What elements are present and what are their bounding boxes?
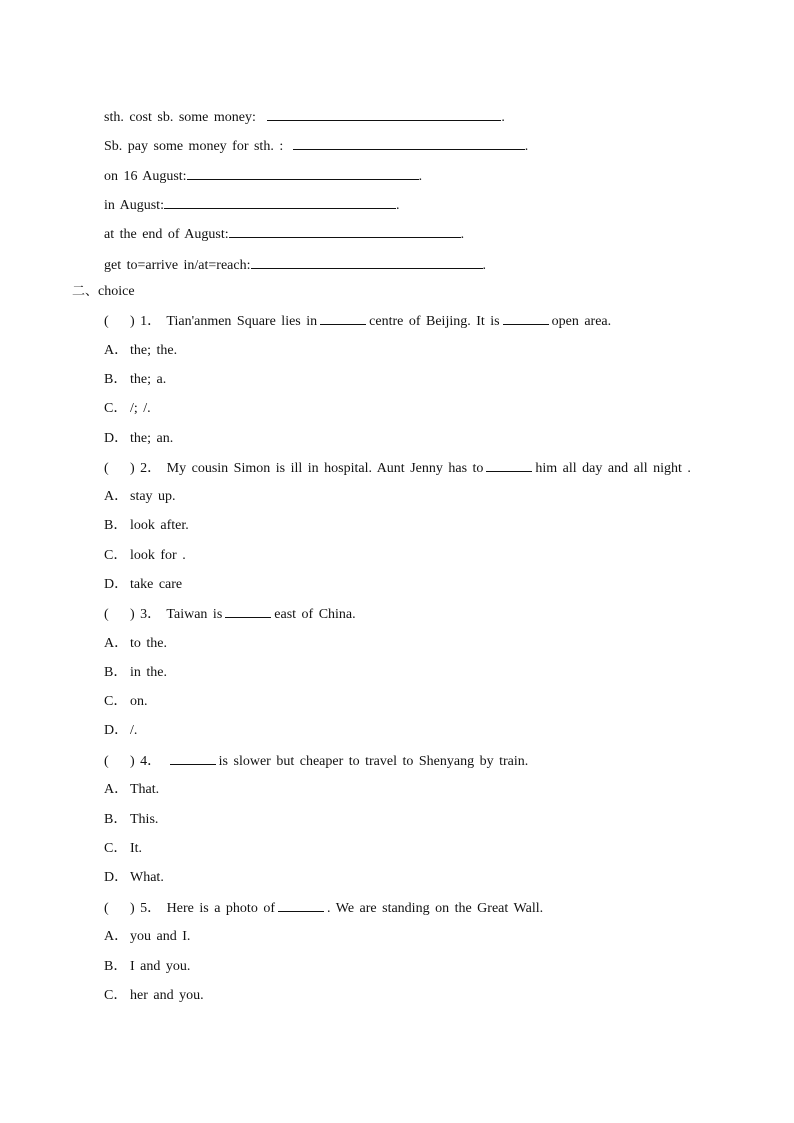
option-line [104,985,204,1007]
question-text: . We are standing on the Great Wall. [326,901,544,916]
phrase-end: . [482,258,487,273]
phrase-text: sth. cost sb. some money: [104,110,256,125]
answer-blank [486,457,532,472]
question-text: him all day and all night . [535,461,691,476]
option-letter: C． [104,401,128,416]
option-line [104,340,177,362]
answer-paren: ( [104,461,109,476]
question-text: Taiwan is [166,607,223,622]
phrase-end: . [395,198,400,213]
option-line [104,428,173,450]
answer-paren: ( [104,754,109,769]
phrase-text: in August: [104,198,164,213]
option-text: stay up. [130,489,176,504]
phrase-line [104,135,528,157]
phrase-text: get to=arrive in/at=reach: [104,258,251,273]
answer-paren: ( [104,607,109,622]
option-text: look for . [130,548,186,563]
phrase-text: at the end of August: [104,227,229,242]
option-letter: A． [104,782,129,797]
option-line [104,809,158,831]
question-text: My cousin Simon is ill in hospital. Aunt Jenny has to [166,461,484,476]
option-text: /; /. [130,401,151,416]
option-letter: D． [104,723,129,738]
question-stem [104,750,528,772]
option-letter: C． [104,694,128,709]
question-stem [104,310,611,332]
option-letter: A． [104,929,129,944]
phrase-end: . [524,139,529,154]
option-letter: A． [104,489,129,504]
option-letter: D． [104,431,129,446]
question-text: east of China. [274,607,356,622]
question-number: ) 5． [130,901,162,916]
option-letter: B． [104,665,128,680]
option-letter: C． [104,988,128,1003]
option-line [104,574,182,596]
question-stem [104,457,691,479]
phrase-text: on 16 August: [104,169,187,184]
answer-paren: ( [104,314,109,329]
option-text: you and I. [130,929,191,944]
phrase-line [104,194,399,216]
question-number: ) 3． [130,607,162,622]
option-letter: A． [104,343,129,358]
phrase-line [104,106,505,128]
option-line [104,369,166,391]
option-letter: C． [104,548,128,563]
answer-blank [225,603,271,618]
section-number: 二、 [72,284,99,299]
answer-blank [251,254,483,269]
section-heading [72,281,135,303]
option-line [104,926,190,948]
option-line [104,720,137,742]
option-text: This. [130,812,159,827]
option-text: look after. [130,518,189,533]
phrase-end: . [501,110,505,125]
phrase-text: Sb. pay some money for sth. : [104,139,284,154]
answer-blank [278,897,324,912]
answer-blank [187,165,419,180]
question-number: ) 1． [130,314,162,329]
section-title: choice [98,284,135,299]
option-line [104,779,159,801]
option-text: her and you. [130,988,204,1003]
option-line [104,486,176,508]
option-letter: B． [104,372,128,387]
option-line [104,691,148,713]
option-line [104,515,189,537]
question-stem [104,897,543,919]
option-letter: B． [104,959,128,974]
option-text: on. [130,694,148,709]
option-line [104,956,190,978]
option-letter: C． [104,841,128,856]
option-text: It. [130,841,143,856]
question-number: ) 4． [130,754,162,769]
question-text: centre of Beijing. It is [369,314,500,329]
option-text: I and you. [130,959,191,974]
option-letter: B． [104,812,128,827]
option-letter: D． [104,577,129,592]
option-text: take care [130,577,183,592]
answer-blank [293,135,525,150]
question-number: ) 2． [130,461,162,476]
option-text: to the. [130,636,167,651]
option-line [104,545,186,567]
phrase-end: . [418,169,423,184]
option-letter: D． [104,870,129,885]
question-text: open area. [551,314,612,329]
answer-blank [267,106,501,121]
option-line [104,398,151,420]
answer-paren: ( [104,901,109,916]
question-text: is slower but cheaper to travel to Shenyang by train. [218,754,529,769]
question-stem [104,603,356,625]
option-text: /. [130,723,138,738]
option-text: the; an. [130,431,174,446]
option-text: What. [130,870,164,885]
phrase-end: . [460,227,465,242]
option-line [104,867,164,889]
answer-blank [229,223,461,238]
question-text: Here is a photo of [166,901,275,916]
option-text: the; a. [130,372,167,387]
phrase-line [104,254,486,276]
question-text: Tian'anmen Square lies in [166,314,318,329]
option-text: the; the. [130,343,178,358]
option-letter: A． [104,636,129,651]
answer-blank [503,310,549,325]
option-line [104,662,167,684]
answer-blank [320,310,366,325]
option-text: in the. [130,665,167,680]
phrase-line [104,223,464,245]
answer-blank [170,750,216,765]
option-text: That. [130,782,160,797]
option-line [104,633,167,655]
option-line [104,838,142,860]
phrase-line [104,165,422,187]
option-letter: B． [104,518,128,533]
answer-blank [164,194,396,209]
